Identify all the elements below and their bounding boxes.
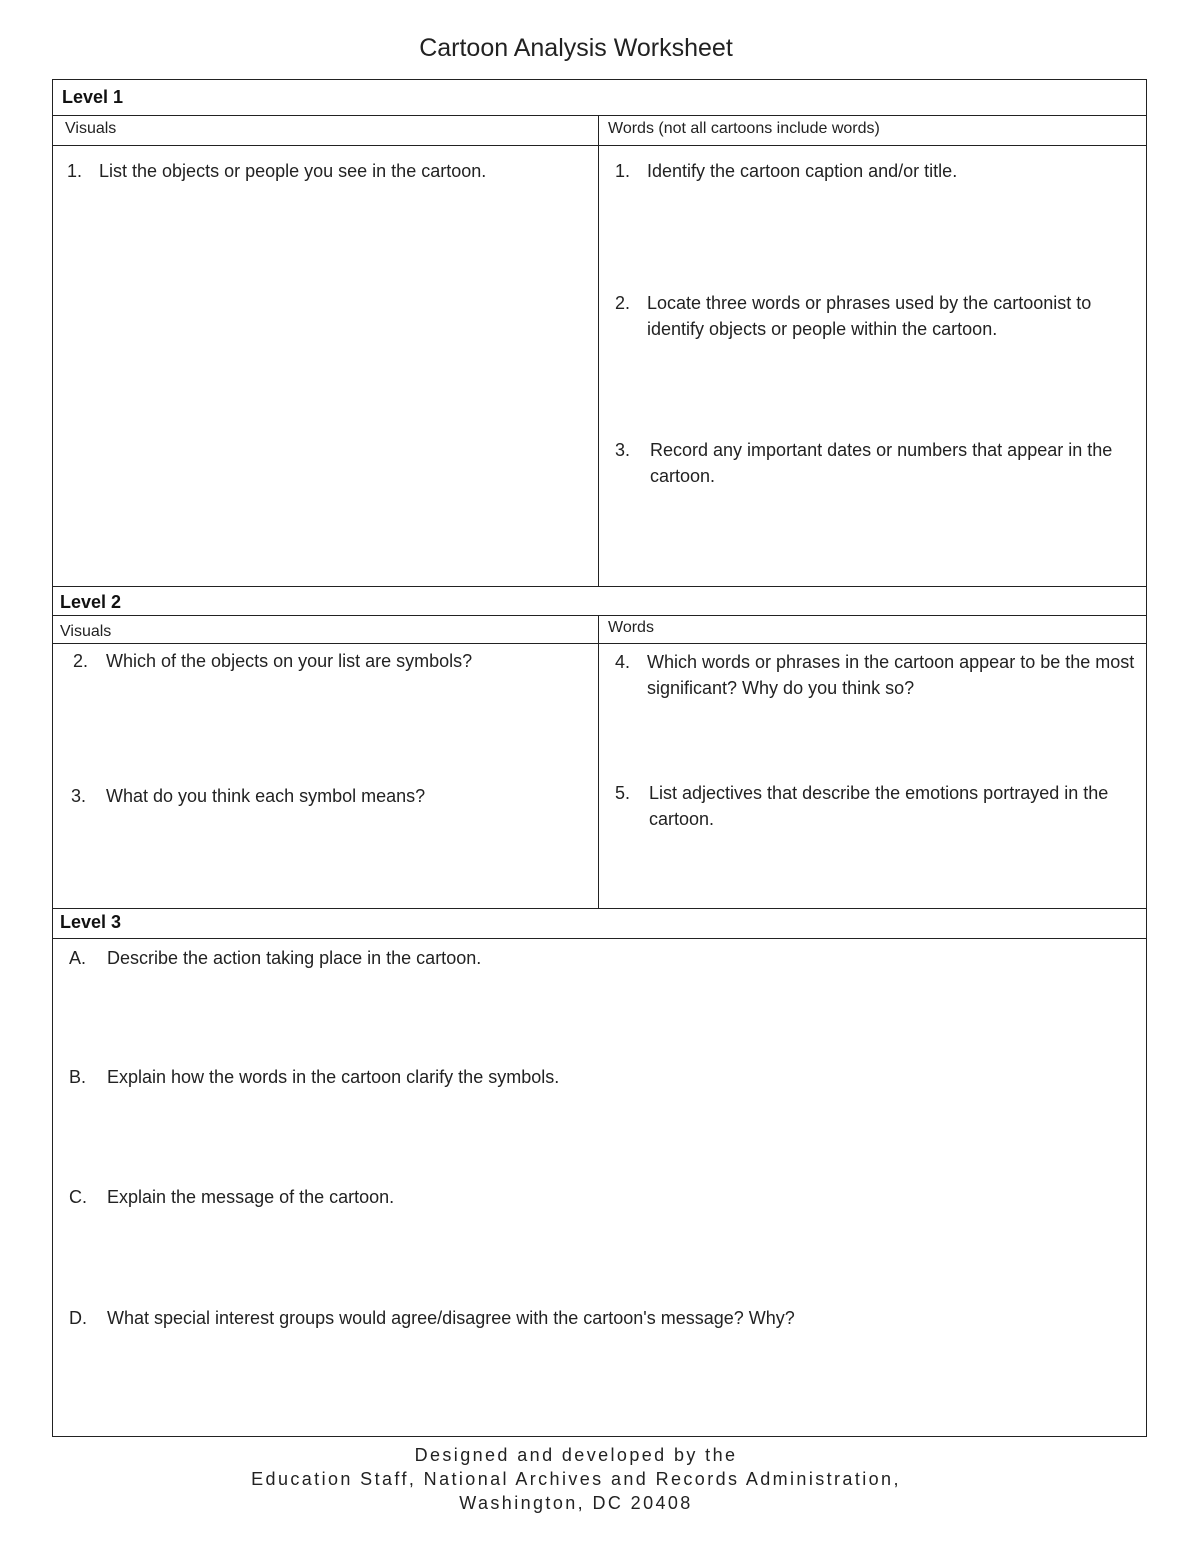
question-number: 3. [615, 440, 631, 460]
level3-question-d [69, 1305, 1129, 1331]
rule-level2-top [53, 586, 1146, 587]
question-text: Describe the action taking place in the cartoon. [107, 948, 482, 968]
level3-question-b [69, 1064, 1129, 1090]
level2-visuals-question-2 [73, 648, 593, 674]
level1-visuals-question-1 [67, 158, 587, 184]
question-text: Explain the message of the cartoon. [107, 1187, 395, 1207]
level1-heading: Level 1 [62, 87, 124, 107]
question-text: Which of the objects on your list are symbols? [106, 651, 473, 671]
question-text: What do you think each symbol means? [106, 786, 426, 806]
question-number: 3. [71, 786, 87, 806]
question-number: A. [69, 948, 87, 968]
rule-level3-header [53, 938, 1146, 939]
level1-words-question-1 [615, 158, 1140, 184]
question-number: 1. [615, 161, 631, 181]
level1-words-question-3 [615, 437, 1143, 489]
level2-visuals-question-3 [71, 783, 591, 809]
level2-words-question-4 [615, 649, 1135, 701]
level3-question-c [69, 1184, 1129, 1210]
question-number: C. [69, 1187, 87, 1207]
footer-line-3: Washington, DC 20408 [459, 1493, 693, 1513]
question-text: Which words or phrases in the cartoon appear to be the most significant? Why do you think so? [647, 652, 1135, 698]
footer-line-1: Designed and developed by the [414, 1445, 738, 1465]
question-number: 2. [615, 293, 631, 313]
footer-line-2: Education Staff, National Archives and Records Administration, [251, 1469, 901, 1489]
question-text: Record any important dates or numbers that appear in the cartoon. [650, 440, 1113, 486]
divider-level1 [598, 115, 599, 586]
question-text: List adjectives that describe the emotions portrayed in the cartoon. [649, 783, 1109, 829]
level3-heading: Level 3 [60, 912, 122, 932]
level3-question-a [69, 945, 1129, 971]
divider-level2 [598, 615, 599, 908]
question-text: List the objects or people you see in the cartoon. [99, 161, 487, 181]
level2-heading: Level 2 [60, 592, 122, 612]
question-text: Locate three words or phrases used by the cartoonist to identify objects or people within the cartoon. [647, 293, 1092, 339]
question-number: 1. [67, 161, 83, 181]
worksheet-table [52, 79, 1147, 1437]
page-title: Cartoon Analysis Worksheet [419, 34, 733, 62]
level2-words-question-5 [615, 780, 1135, 832]
rule-level2-header [53, 615, 1146, 616]
rule-level2-subheader [53, 643, 1146, 644]
question-text: Identify the cartoon caption and/or title. [647, 161, 958, 181]
level1-words-label: Words (not all cartoons include words) [608, 120, 880, 137]
rule-level1-header [53, 115, 1146, 116]
level2-visuals-label: Visuals [60, 623, 112, 640]
rule-level3-top [53, 908, 1146, 909]
level2-words-label: Words [608, 619, 654, 636]
question-number: B. [69, 1067, 87, 1087]
question-number: 4. [615, 652, 631, 672]
question-number: 5. [615, 783, 631, 803]
question-text: Explain how the words in the cartoon clarify the symbols. [107, 1067, 560, 1087]
question-number: D. [69, 1308, 87, 1328]
level1-visuals-label: Visuals [65, 120, 117, 137]
question-text: What special interest groups would agree/disagree with the cartoon's message? Why? [107, 1308, 795, 1328]
level1-words-question-2 [615, 290, 1135, 342]
question-number: 2. [73, 651, 89, 671]
rule-level1-subheader [53, 145, 1146, 146]
